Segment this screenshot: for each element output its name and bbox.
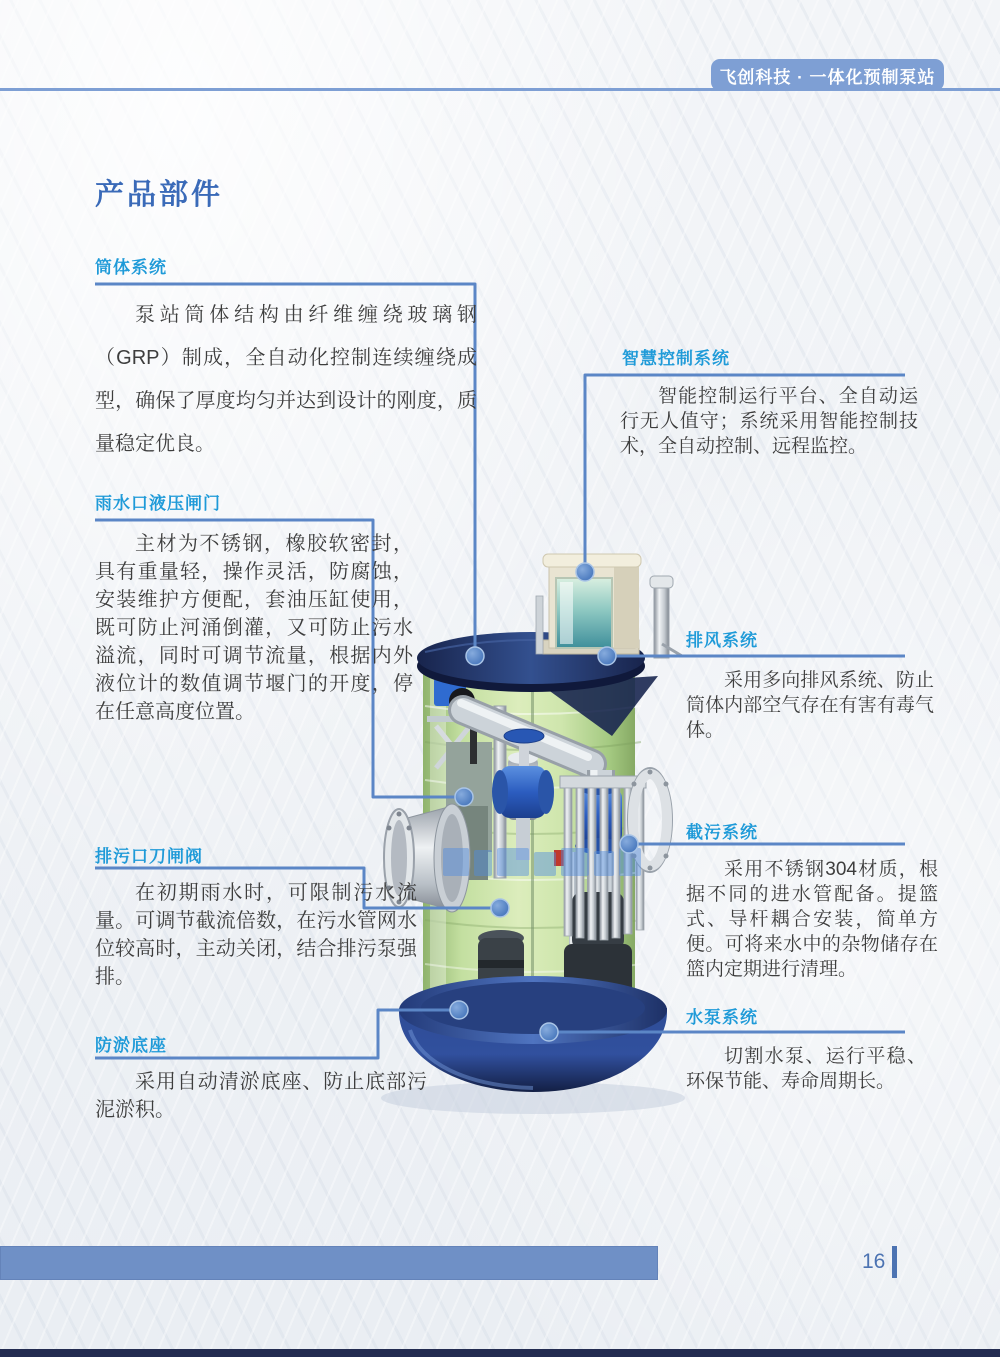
header-badge: 飞创科技 · 一体化预制泵站 [711, 59, 944, 91]
section-label-sewage-valve: 排污口刀闸阀 [95, 847, 203, 866]
section-body-anti-silt-base: 采用自动清淤底座、防止底部污泥淤积。 [95, 1071, 427, 1121]
callout-dot-rain-gate [455, 788, 473, 806]
page-title: 产品部件 [95, 179, 224, 211]
callout-dot-interception [620, 835, 638, 853]
section-body-smart-control: 智能控制运行平台、全自动运行无人值守；系统采用智能控制技术，全自动控制、远程监控。 [620, 386, 918, 457]
section-body-sewage-valve: 在初期雨水时，可限制污水流量。可调节截流倍数，在污水管网水位较高时，主动关闭，结合排污泵强排。 [95, 882, 417, 988]
callout-dot-vent [598, 647, 616, 665]
section-body-interception-system: 采用不锈钢304材质，根据不同的进水管配备。提篮式、导杆耦合安装，简单方便。可将来水中的杂物储存在篮内定期进行清理。 [686, 859, 938, 980]
callout-dot-anti-silt [450, 1001, 468, 1019]
section-body-pump-system: 切割水泵、运行平稳、环保节能、寿命周期长。 [686, 1046, 926, 1092]
page-number: 16 [862, 1250, 886, 1273]
bottom-edge-strip [0, 1349, 1000, 1357]
section-body-rain-gate: 主材为不锈钢，橡胶软密封，具有重量轻，操作灵活，防腐蚀，安装维护方便配，套油压缸使用，既可防止河涌倒灌，又可防止污水溢流，同时可调节流量，根据内外液位计的数值调节堰门的开度，停在任意高度位置。 [95, 533, 413, 723]
vent-pipe [650, 576, 682, 658]
callout-dot-smart-control [576, 563, 594, 581]
section-label-interception-system: 截污系统 [686, 823, 758, 842]
section-label-smart-control: 智慧控制系统 [622, 349, 730, 368]
anti-silt-base [399, 976, 667, 1092]
page-number-bar [892, 1246, 897, 1278]
section-label-pump-system: 水泵系统 [686, 1008, 758, 1027]
section-label-anti-silt-base: 防淤底座 [95, 1036, 167, 1055]
callout-dot-sewage-valve [491, 899, 509, 917]
section-body-cylinder-system: 泵站筒体结构由纤维缠绕玻璃钢（GRP）制成，全自动化控制连续缠绕成型，确保了厚度均匀并达到设计的刚度，质量稳定优良。 [95, 304, 477, 455]
section-label-cylinder-system: 筒体系统 [95, 258, 167, 277]
footer-accent-bar [0, 1246, 658, 1280]
page-number-group [862, 1246, 897, 1278]
callout-dot-pump [540, 1023, 558, 1041]
section-body-vent-system: 采用多向排风系统、防止筒体内部空气存在有害有毒气体。 [686, 670, 934, 741]
callout-dot-cylinder [466, 647, 484, 665]
section-label-vent-system: 排风系统 [686, 631, 758, 650]
section-label-rain-gate: 雨水口液压闸门 [95, 494, 221, 513]
